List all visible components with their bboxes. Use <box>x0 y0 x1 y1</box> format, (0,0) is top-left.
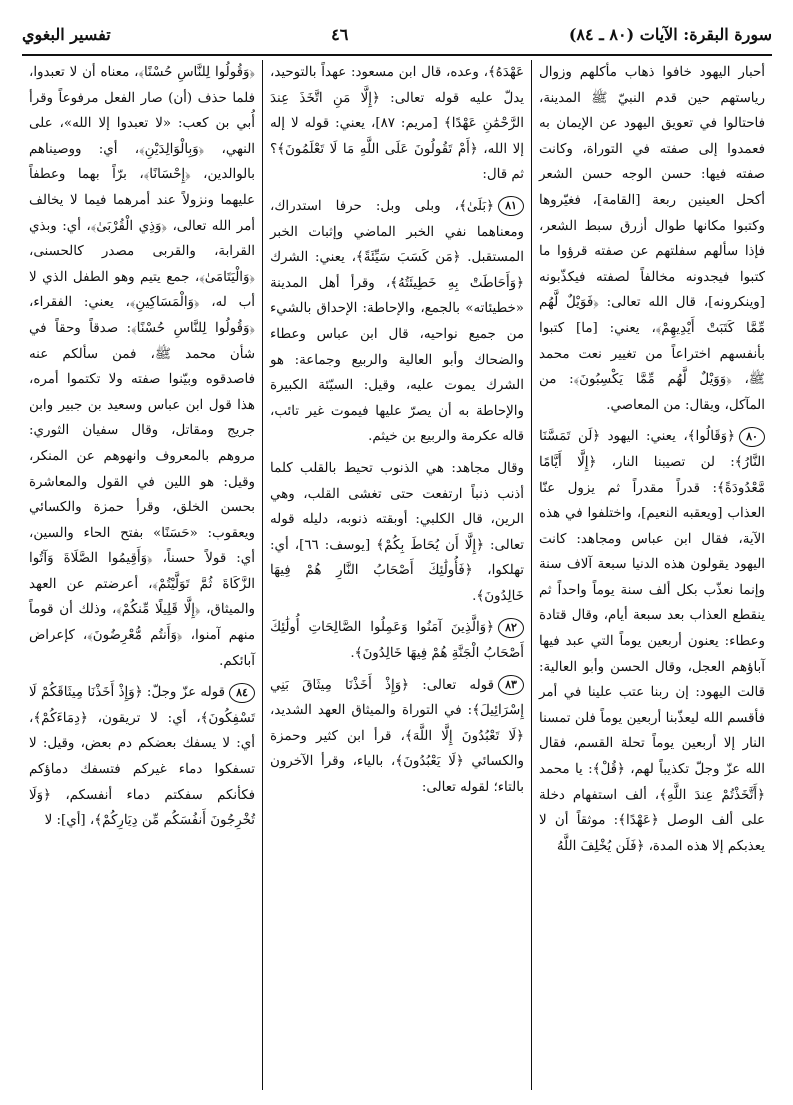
surah-title: سورة البقرة: الآيات (٨٠ ـ ٨٤) <box>568 24 772 44</box>
paragraph-text: ﴿وَالَّذِينَ آمَنُوا وَعَمِلُوا الصَّالِحَاتِ أُولَٰئِكَ أَصْحَابُ الْجَنَّةِ هُمْ فِيهَا خَالِدُونَ﴾. <box>270 620 524 662</box>
paragraph <box>539 424 765 859</box>
paragraph-text: ﴿وَقَالُوا﴾، يعني: اليهود ﴿لَن تَمَسَّنَا النَّارُ﴾: لن تصيبنا النار، ﴿إِلَّا أَيَّامًا مَّعْدُودَةً﴾: قدراً مقدراً ثم يزول عنّا العذاب [ويعقبه النعيم]، واختلفوا في هذه الآية، فقال ابن عباس ومجاهد: كانت اليهود يقولون هذه الدنيا سبعة آلاف سنة وإنما نعذّب بكل ألف سنة يوماً واحداً ثم ينقطع العذاب بعد سبعة أيام، وقال قتادة وعطاء: يعنون أربعين يوماً التي عبد فيها آباؤهم العجل، وقال الحسن وأبو العالية: قالت اليهود: إن ربنا عتب علينا في أمر فأقسم الله ليعذّبنا أربعين يوماً فلن تمسنا النار إلا أربعين يوماً تحلة القسم، فقال الله عزّ وجلّ تكذيباً لهم، ﴿قُلْ﴾: يا محمد ﴿أَتَّخَذْتُمْ عِندَ اللَّهِ﴾، ألف استفهام دخلة على ألف الوصل ﴿عَهْدًا﴾: موثقاً أن لا يعذبكم إلا هذه المدة، ﴿فَلَن يُخْلِفَ اللَّهُ <box>539 429 765 854</box>
column-left <box>22 60 262 1090</box>
paragraph <box>270 615 524 666</box>
paragraph-text: ﴿وَقُولُوا لِلنَّاسِ حُسْنًا﴾، معناه أن لا تعبدوا، فلما حذف (أن) صار الفعل مرفوعاً وقرأ أُبي بن كعب: «لا تعبدوا إلا الله»، على النهي، ﴿وَبِالْوَالِدَيْنِ﴾، أي: ووصيناهم بالوالدين، ﴿إِحْسَانًا﴾، برّاً بهما وعطفاً عليهما ونزولاً عند أمرهما فيما لا يخالف أمر الله تعالى، ﴿وَذِي الْقُرْبَىٰ﴾، أي: وبذي القرابة، والقربى مصدر كالحسنى، ﴿وَالْيَتَامَىٰ﴾، جمع يتيم وهو الطفل الذي لا أب له، ﴿وَالْمَسَاكِينِ﴾، يعني: الفقراء، ﴿وَقُولُوا لِلنَّاسِ حُسْنًا﴾: صدقاً وحقاً في شأن محمد ﷺ، فمن سألكم عنه فاصدقوه وبيّنوا صفته ولا تكتموا أمره، هذا قول ابن عباس وسعيد بن جبير وابن جريج ومقاتل، وقال سفيان الثوري: مروهم بالمعروف وانهوهم عن المنكر، وقيل: هو اللين في القول والمعاشرة بحسن الخلق، وقرأ حمزة والكسائي ويعقوب: «حَسَنًا» بفتح الحاء والسين، أي: قولاً حسناً، ﴿وَأَقِيمُوا الصَّلَاةَ وَآتُوا الزَّكَاةَ ثُمَّ تَوَلَّيْتُمْ﴾، أعرضتم عن العهد والميثاق، ﴿إِلَّا قَلِيلًا مِّنكُمْ﴾، وذلك أن قوماً منهم آمنوا، ﴿وَأَنتُم مُّعْرِضُونَ﴾، كإعراض آبائكم. <box>29 65 255 669</box>
paragraph <box>270 194 524 450</box>
column-middle <box>262 60 532 1090</box>
paragraph-text: وقال مجاهد: هي الذنوب تحيط بالقلب كلما أذنب ذنباً ارتفعت حتى تغشى القلب، وهي الرين، قال الكلبي: أوبقته ذنوبه، دليله قوله تعالى: ﴿إِلَّا أَن يُحَاطَ بِكُمْ﴾ [يوسف: ٦٦]، أي: تهلكوا، ﴿فَأُولَٰئِكَ أَصْحَابُ النَّارِ هُمْ فِيهَا خَالِدُونَ﴾. <box>270 460 525 604</box>
paragraph-text: قوله عزّ وجلّ: ﴿وَإِذْ أَخَذْنَا مِيثَاقَكُمْ لَا تَسْفِكُونَ﴾، أي: لا تريقون، ﴿دِمَاءَكُمْ﴾، أي: لا يسفك بعضكم دم بعض، وقيل: لا تسفكوا دماء غيركم فتسفك دماؤكم فكأنكم سفكتم دماء أنفسكم، ﴿وَلَا تُخْرِجُونَ أَنفُسَكُم مِّن دِيَارِكُمْ﴾، [أي]: لا <box>29 685 255 829</box>
paragraph-text: عَهْدَهُ﴾، وعده، قال ابن مسعود: عهداً بالتوحيد، يدلّ عليه قوله تعالى: ﴿إِلَّا مَنِ اتَّخَذَ عِندَ الرَّحْمَٰنِ عَهْدًا﴾ [مريم: ٨٧]، يعني: قوله لا إله إلا الله، ﴿أَمْ تَقُولُونَ عَلَى اللَّهِ مَا لَا تَعْلَمُونَ﴾؟ ثم قال: <box>270 65 524 183</box>
verse-number-badge: ٨٢ <box>498 618 524 638</box>
paragraph-text: قوله تعالى: ﴿وَإِذْ أَخَذْنَا مِيثَاقَ بَنِي إِسْرَائِيلَ﴾: في التوراة والميثاق العهد الشديد، ﴿لَا تَعْبُدُونَ إِلَّا اللَّهَ﴾، قرأ ابن كثير وحمزة والكسائي ﴿لَا يَعْبُدُونَ﴾، بالياء، وقرأ الآخرون بالتاء؛ لقوله تعالى: <box>270 677 524 796</box>
paragraph <box>539 60 765 418</box>
paragraph <box>29 680 255 834</box>
paragraph-text: أحبار اليهود خافوا ذهاب مأكلهم وزوال رياستهم حين قدم النبيّ ﷺ المدينة، فاحتالوا في تعويق اليهود عن الإيمان به فعمدوا إلى صفته في التوراة، وكانت صفته فيها: حسن الوجه حسن الشعر أكحل العينين ربعة [القامة]، فغيّروها وكتبوا مكانها طوال أزرق سبط الشعر، فإذا سألهم سفلتهم عن صفته قرؤوا ما كتبوا فيجدونه مخالفاً لصفته فيكذّبونه [وينكرونه]، قال الله تعالى: ﴿فَوَيْلٌ لَّهُم مِّمَّا كَتَبَتْ أَيْدِيهِمْ﴾، يعني: [ما] كتبوا بأنفسهم اختراعاً من تغيير نعت محمد ﷺ، ﴿وَوَيْلٌ لَّهُم مِّمَّا يَكْسِبُونَ﴾: من المآكل، ويقال: من المعاصي. <box>539 65 765 413</box>
paragraph <box>270 456 524 610</box>
page-number: ٤٦ <box>331 24 349 44</box>
verse-number-badge: ٨٠ <box>739 427 765 447</box>
column-right <box>532 60 772 1090</box>
verse-number-badge: ٨٤ <box>229 683 255 703</box>
verse-number-badge: ٨١ <box>498 196 524 216</box>
book-title: تفسير البغوي <box>22 24 111 44</box>
paragraph <box>270 60 524 188</box>
verse-number-badge: ٨٣ <box>498 675 524 695</box>
paragraph-text: ﴿بَلَىٰ﴾، وبلى وبل: حرفا استدراك، ومعناهما نفي الخبر الماضي وإثبات الخبر المستقبل. ﴿مَن كَسَبَ سَيِّئَةً﴾، يعني: الشرك ﴿وَأَحَاطَتْ بِهِ خَطِيئَتُهُ﴾، وقرأ أهل المدينة «خطيئاته» بالجمع، والإحاطة: الإحداق بالشيء من جميع نواحيه، قال ابن عباس وعطاء والضحاك وأبو العالية والربيع وجماعة: هو الشرك يموت عليه، وقيل: السيّئة الكبيرة والإحاطة به أن يصرّ عليها فيموت غير تائب، قاله عكرمة والربيع بن خيثم. <box>270 198 524 445</box>
text-columns <box>22 60 772 1090</box>
paragraph <box>270 673 524 801</box>
page-header <box>22 14 772 56</box>
paragraph <box>29 60 255 674</box>
